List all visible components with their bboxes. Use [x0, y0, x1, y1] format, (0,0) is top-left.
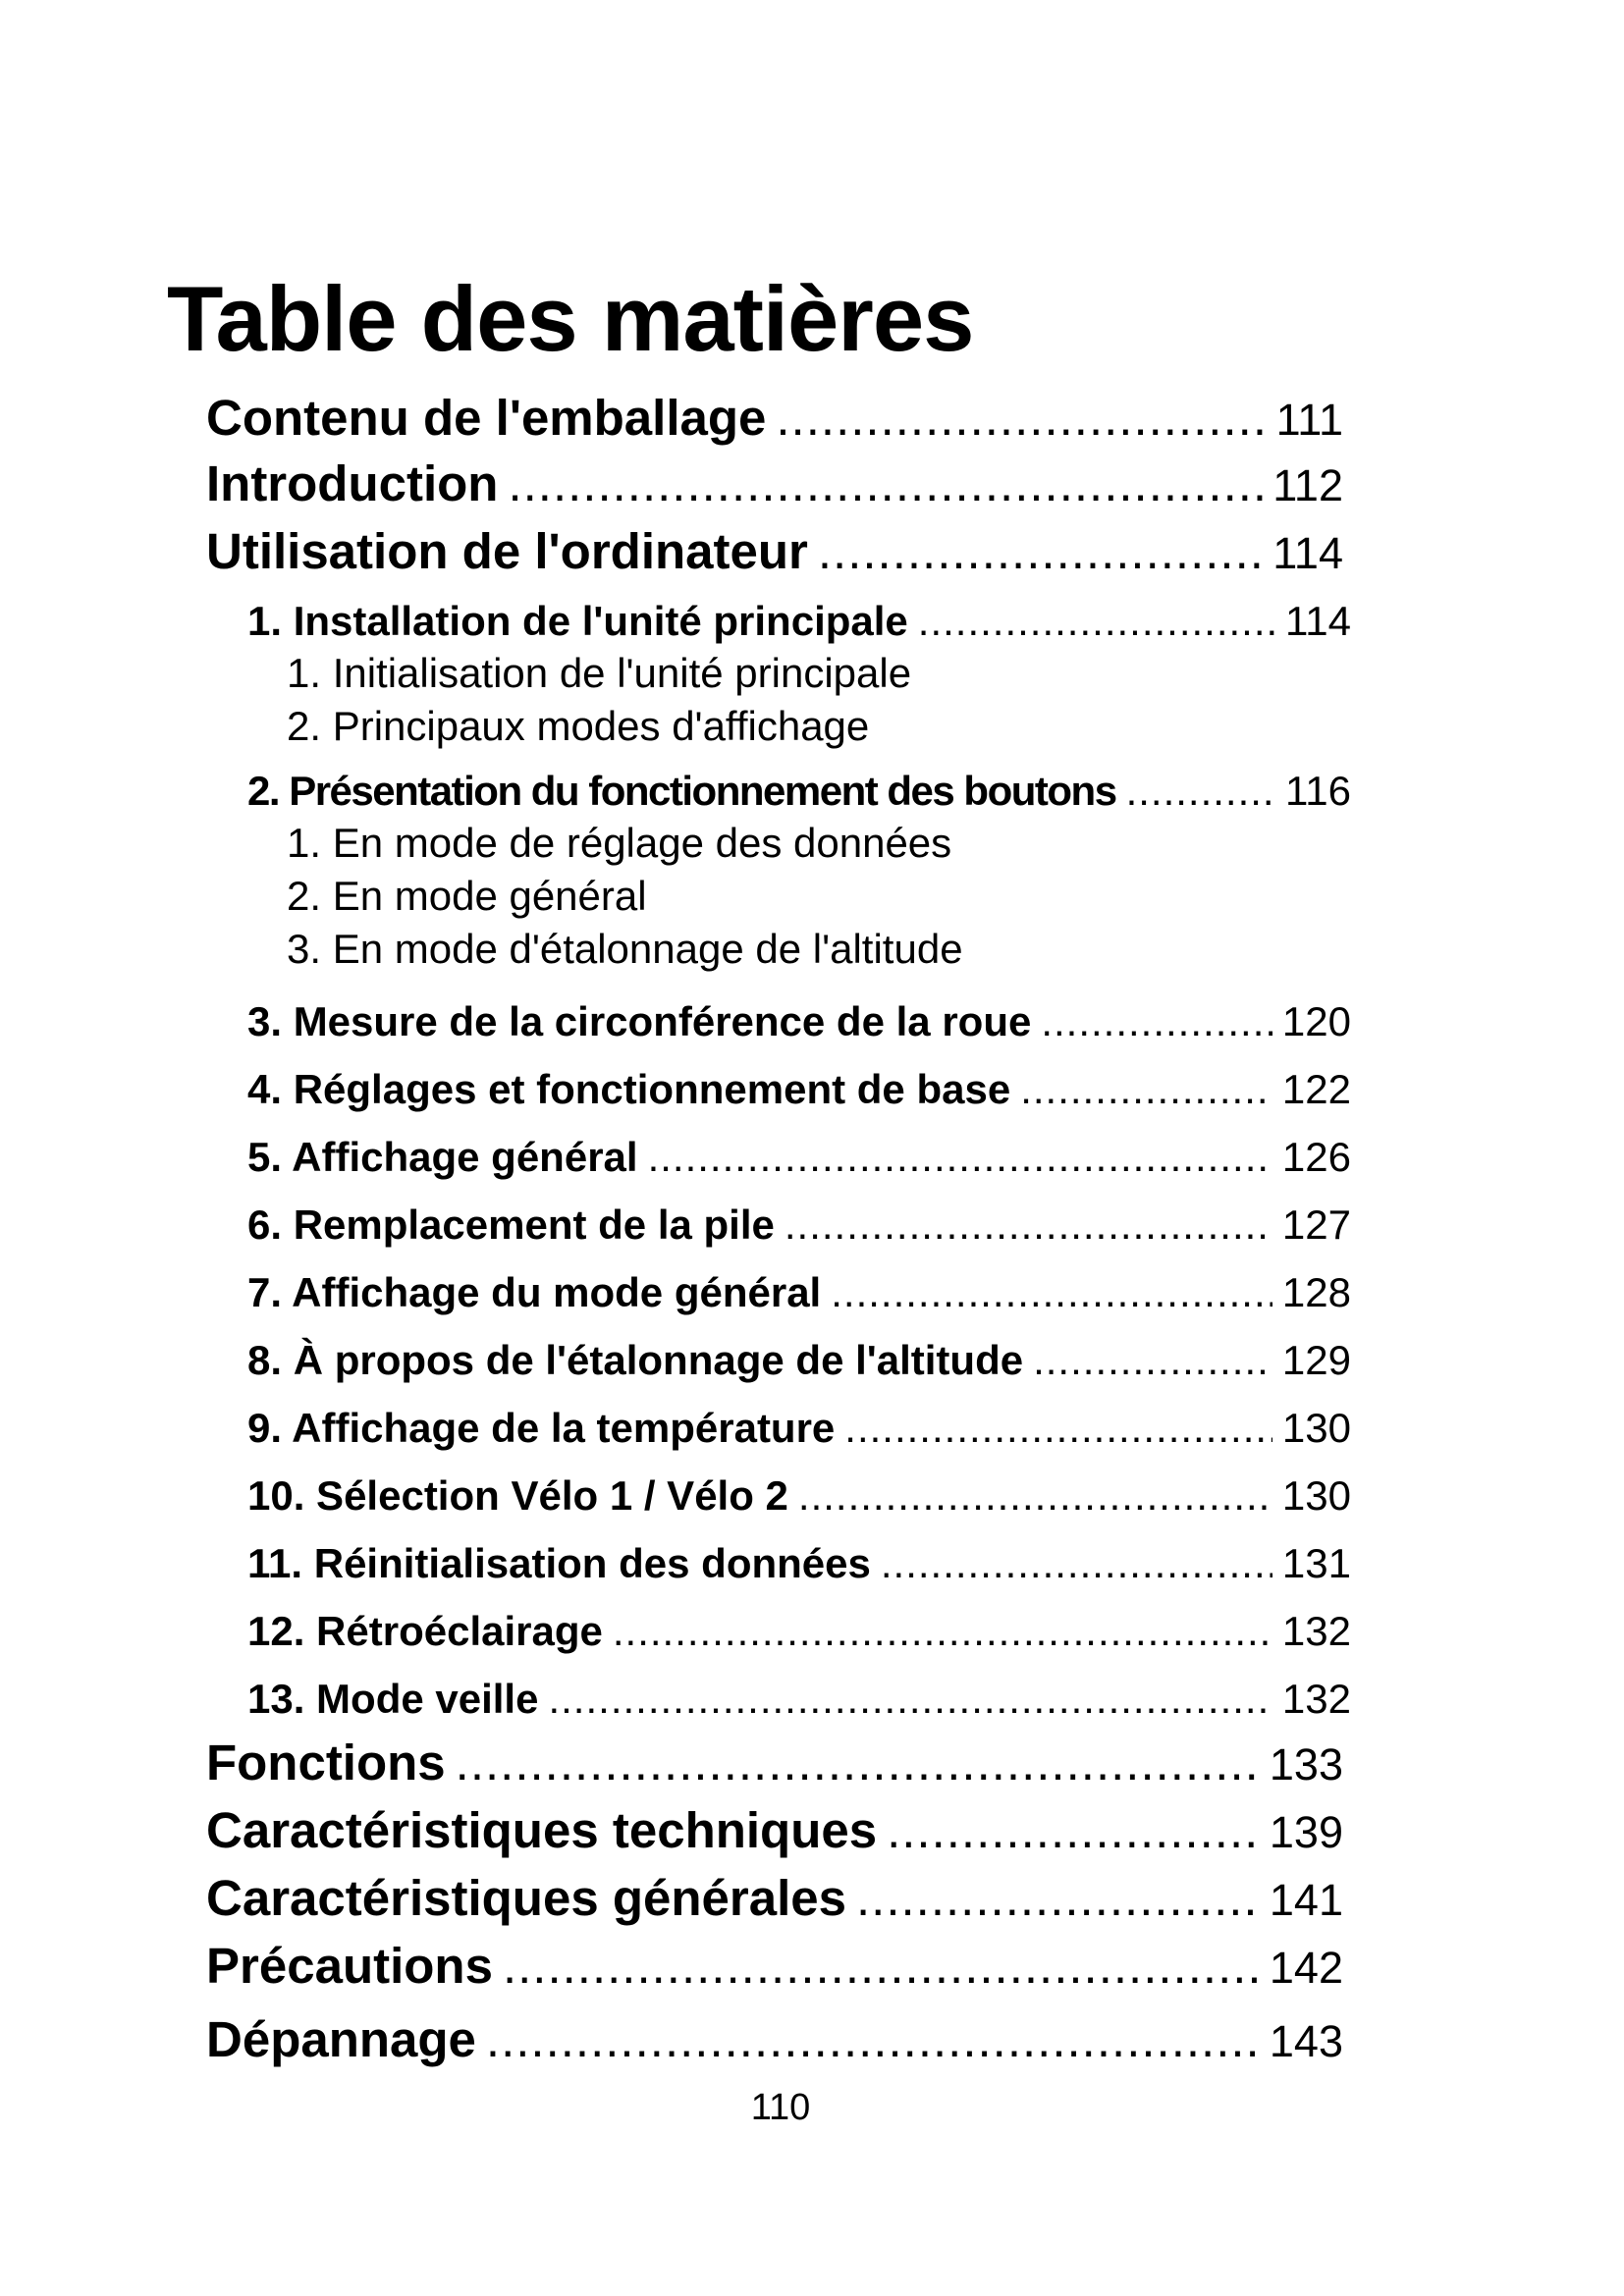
dot-leader — [1033, 1340, 1272, 1381]
dot-leader — [1041, 1001, 1272, 1042]
dot-leader — [486, 2014, 1260, 2064]
toc-entry-page: 130 — [1281, 1472, 1351, 1519]
toc-entry-page: 116 — [1285, 768, 1351, 814]
toc-entry-label: 6. Remplacement de la pile — [247, 1201, 775, 1248]
dot-leader — [844, 1408, 1272, 1449]
dot-leader — [503, 1941, 1260, 1991]
toc-entry-page: 128 — [1281, 1269, 1351, 1315]
toc-entry-label: Introduction — [206, 455, 499, 511]
toc-entry-introduction[interactable] — [206, 455, 1343, 511]
toc-entry-label: Précautions — [206, 1938, 493, 1994]
toc-entry-page: 114 — [1285, 598, 1351, 644]
toc-entry-page: 127 — [1281, 1201, 1351, 1248]
toc-entry-mode-general[interactable] — [247, 1269, 1351, 1315]
toc-entry-pile[interactable] — [247, 1201, 1351, 1248]
dot-leader — [1020, 1069, 1272, 1110]
dot-leader — [785, 1204, 1272, 1246]
dot-leader — [881, 1543, 1272, 1584]
toc-entry-page: 120 — [1281, 998, 1351, 1044]
toc-subentry-initialisation[interactable]: 1. Initialisation de l'unité principale — [287, 650, 912, 696]
toc-entry-veille[interactable] — [247, 1676, 1351, 1722]
dot-leader — [918, 601, 1275, 642]
toc-entry-caracteristiques-techniques[interactable] — [206, 1802, 1343, 1858]
dot-leader — [887, 1805, 1260, 1855]
toc-entry-page: 129 — [1281, 1337, 1351, 1383]
toc-entry-label: Fonctions — [206, 1735, 446, 1790]
toc-entry-page: 131 — [1281, 1540, 1351, 1586]
toc-entry-page: 132 — [1281, 1608, 1351, 1654]
toc-entry-temperature[interactable] — [247, 1405, 1351, 1451]
page-number: 110 — [750, 2087, 811, 2128]
toc-entry-depannage[interactable] — [206, 2011, 1343, 2067]
toc-entry-retroeclairage[interactable] — [247, 1608, 1351, 1654]
toc-entry-label: 2. Présentation du fonctionnement des boutons — [247, 768, 1116, 814]
dot-leader — [456, 1737, 1260, 1788]
toc-entry-label: 12. Rétroéclairage — [247, 1608, 603, 1654]
dot-leader — [508, 458, 1263, 508]
toc-entry-boutons[interactable] — [247, 768, 1351, 814]
toc-entry-altitude[interactable] — [247, 1337, 1351, 1383]
toc-entry-page: 139 — [1269, 1807, 1343, 1857]
toc-subentry-reglage-donnees[interactable]: 1. En mode de réglage des données — [287, 820, 952, 866]
toc-entry-precautions[interactable] — [206, 1938, 1343, 1994]
toc-entry-label: 5. Affichage général — [247, 1134, 638, 1180]
toc-entry-label: Caractéristiques générales — [206, 1870, 846, 1926]
toc-subentry-etalonnage[interactable]: 3. En mode d'étalonnage de l'altitude — [287, 926, 963, 972]
toc-entry-label: 3. Mesure de la circonférence de la roue — [247, 998, 1032, 1044]
toc-entry-velo[interactable] — [247, 1472, 1351, 1519]
toc-entry-label: 7. Affichage du mode général — [247, 1269, 822, 1315]
toc-entry-page: 133 — [1269, 1739, 1343, 1789]
toc-entry-page: 122 — [1281, 1066, 1351, 1112]
toc-subentry-mode-general[interactable]: 2. En mode général — [287, 873, 647, 919]
toc-entry-page: 111 — [1275, 395, 1343, 445]
toc-entry-label: 10. Sélection Vélo 1 / Vélo 2 — [247, 1472, 788, 1519]
dot-leader — [548, 1679, 1272, 1720]
toc-entry-label: 1. Installation de l'unité principale — [247, 598, 908, 644]
toc-entry-label: Dépannage — [206, 2011, 476, 2067]
toc-subentry-modes-affichage[interactable]: 2. Principaux modes d'affichage — [287, 703, 870, 749]
page-title: Table des matières — [167, 267, 974, 370]
toc-entry-caracteristiques-generales[interactable] — [206, 1870, 1343, 1926]
dot-leader — [613, 1611, 1272, 1652]
toc-entry-page: 142 — [1269, 1943, 1343, 1993]
toc-entry-label: 4. Réglages et fonctionnement de base — [247, 1066, 1011, 1112]
dot-leader — [831, 1272, 1272, 1313]
toc-entry-label: 11. Réinitialisation des données — [247, 1540, 871, 1586]
dot-leader — [1126, 771, 1275, 812]
toc-entry-page: 112 — [1272, 460, 1343, 510]
dot-leader — [818, 526, 1263, 576]
toc-entry-page: 114 — [1272, 528, 1343, 578]
toc-entry-page: 132 — [1281, 1676, 1351, 1722]
toc-entry-label: Contenu de l'emballage — [206, 390, 767, 446]
toc-entry-label: 8. À propos de l'étalonnage de l'altitude — [247, 1337, 1024, 1383]
toc-entry-utilisation[interactable] — [206, 523, 1343, 579]
toc-entry-page: 141 — [1269, 1875, 1343, 1925]
dot-leader — [856, 1873, 1260, 1923]
toc-entry-page: 143 — [1269, 2016, 1343, 2066]
toc-entry-reinitialisation[interactable] — [247, 1540, 1351, 1586]
toc-entry-label: 13. Mode veille — [247, 1676, 539, 1722]
toc-entry-reglages[interactable] — [247, 1066, 1351, 1112]
dot-leader — [648, 1137, 1272, 1178]
dot-leader — [798, 1475, 1272, 1517]
toc-entry-installation[interactable] — [247, 598, 1351, 644]
toc-entry-label: Caractéristiques techniques — [206, 1802, 878, 1858]
toc-entry-contenu[interactable] — [206, 390, 1343, 446]
toc-entry-page: 130 — [1281, 1405, 1351, 1451]
toc-entry-label: 9. Affichage de la température — [247, 1405, 836, 1451]
toc-entry-fonctions[interactable] — [206, 1737, 1343, 1788]
toc-entry-label: Utilisation de l'ordinateur — [206, 523, 808, 579]
toc-entry-circonference[interactable] — [247, 998, 1351, 1044]
dot-leader — [776, 393, 1266, 443]
toc-entry-page: 126 — [1281, 1134, 1351, 1180]
toc-entry-affichage-general[interactable] — [247, 1134, 1351, 1180]
